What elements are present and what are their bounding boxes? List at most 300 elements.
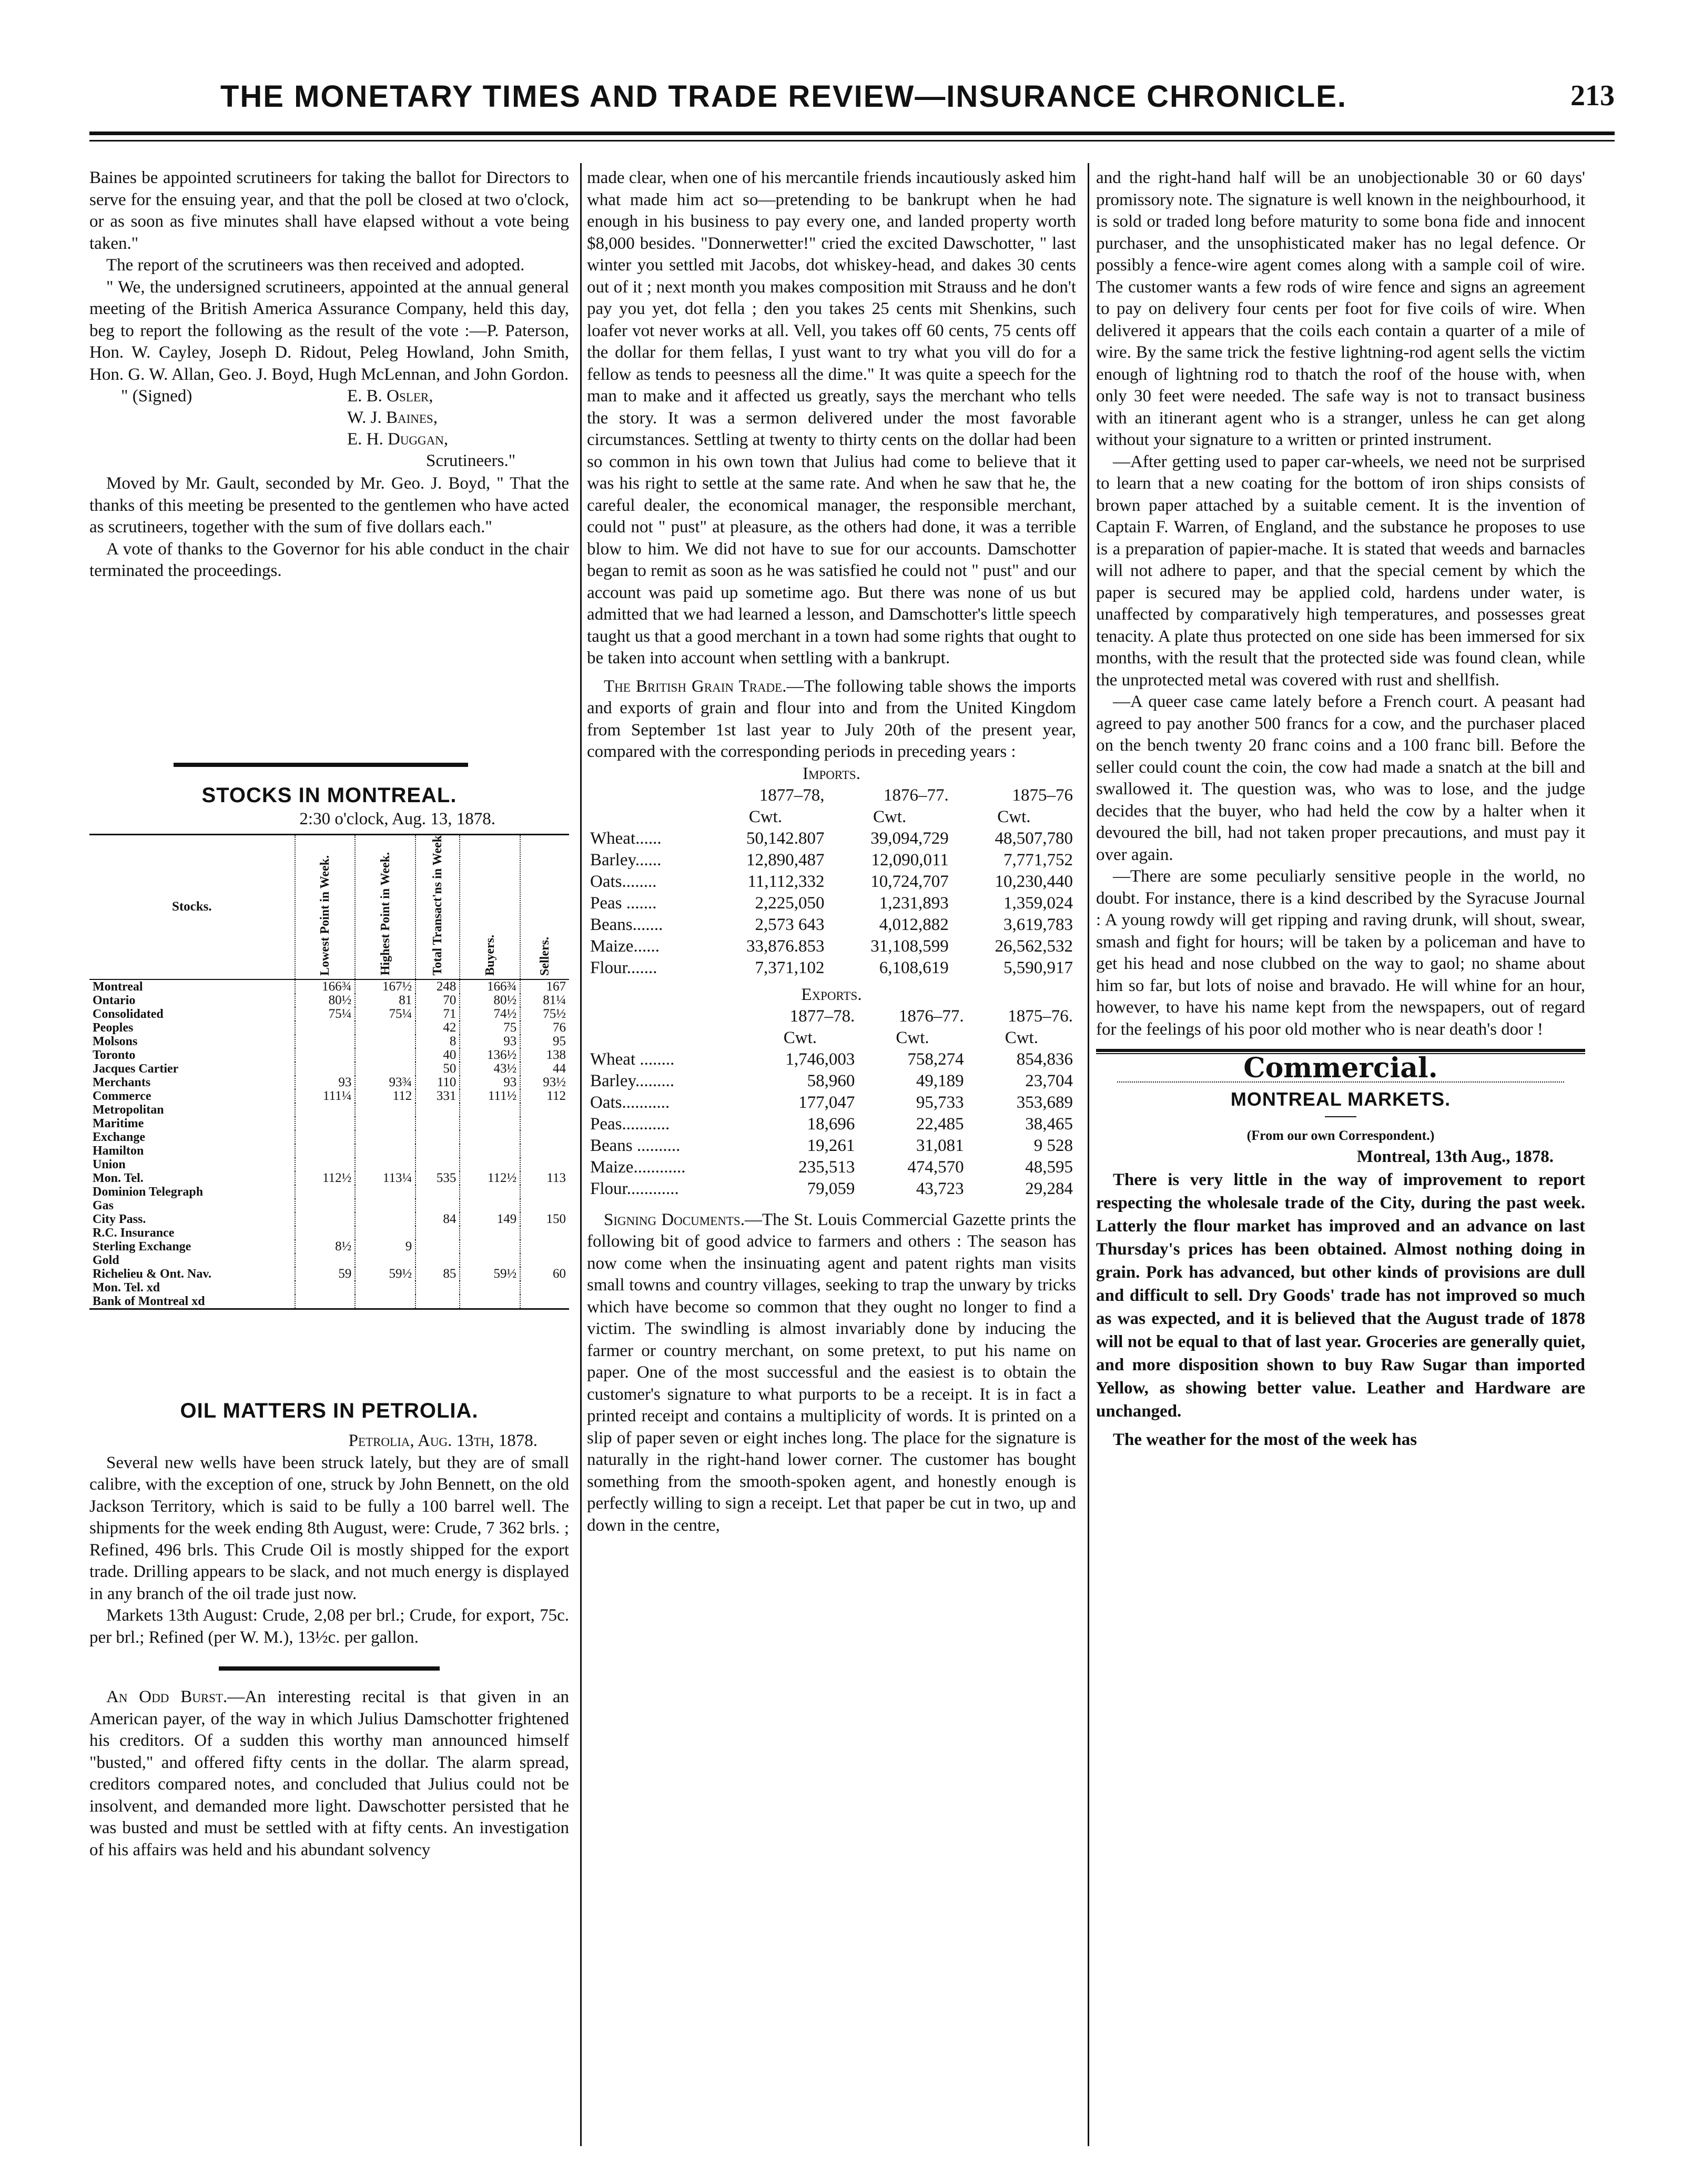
stock-value [295, 1199, 356, 1212]
exports-value: 38,465 [1025, 1114, 1073, 1134]
exports-commodity: Barley......... [590, 1071, 675, 1090]
stock-value [415, 1281, 460, 1295]
stocks-header-sellers: Sellers. [538, 936, 552, 976]
stock-value: 75 [460, 1021, 520, 1035]
stock-value [355, 1021, 415, 1035]
imports-value: 31,108,599 [870, 936, 949, 956]
stock-value: 112 [355, 1089, 415, 1103]
signature-baines: W. J. Baines, [347, 408, 438, 427]
stock-value [295, 1158, 356, 1171]
imports-commodity: Wheat...... [590, 828, 662, 848]
signature-duggan: E. H. Duggan, [347, 430, 449, 449]
stock-value: 9 [355, 1240, 415, 1253]
imports-value: 10,230,440 [995, 872, 1073, 891]
stocks-row [89, 1076, 569, 1089]
imports-value: 11,112,332 [747, 872, 825, 891]
stock-value: 93 [295, 1076, 356, 1089]
signature-scrutineers: Scrutineers." [426, 451, 516, 470]
imports-value: 7,771,752 [1003, 850, 1073, 869]
stock-value [355, 1158, 415, 1171]
stock-name: Peoples [93, 1020, 134, 1035]
markets-title: MONTREAL MARKETS. [1230, 1088, 1451, 1110]
stock-value: 166¾ [460, 979, 520, 994]
exports-commodity: Maize............ [590, 1157, 686, 1177]
sensitive-people-paragraph: —There are some peculiarly sensitive people in the world, no doubt. For instance, there is a kind described by the Syracuse Journal : A young rowdy will get ripping and raving drunk, will shout, swear, smash and fight for hours; will be taken by a policeman and have to get his head and nose clubbed on the way to gaol; no shame about him so far, but lots of noise and bravado. He will whine for an hour, however, to have his name kept from the newspapers, out of regard for the feelings of his poor old mother who is near death's door ! [1096, 867, 1585, 1039]
column-divider-2 [1088, 163, 1089, 2146]
stock-value: 84 [415, 1212, 460, 1226]
imports-unit-2: Cwt. [873, 807, 907, 826]
stock-value [295, 1212, 356, 1226]
imports-row [587, 893, 1076, 914]
stocks-row [89, 1267, 569, 1281]
grain-trade-paragraph [587, 676, 1076, 763]
exports-commodity: Peas........... [590, 1114, 670, 1134]
stock-value: 331 [415, 1089, 460, 1103]
odd-burst-text: —An interesting recital is that given in an American payer, of the way in which Julius Damschotter frightened his creditors. Of a sudden this worthy man announced himself "busted," and offered fifty cents in the dollar. The alarm spread, creditors compared notes, and concluded that Julius could not be insolvent, and demanded more light. Dawschotter persisted that he was busted and must be settled with at fifty cents. An investigation of his affairs was held and his abundant solvency [89, 1687, 570, 1859]
exports-value: 177,047 [798, 1093, 855, 1112]
stock-value: 113¼ [355, 1171, 415, 1185]
exports-value: 19,261 [807, 1136, 855, 1155]
stock-value [460, 1226, 520, 1240]
stock-value [295, 1048, 356, 1062]
imports-value: 6,108,619 [879, 958, 949, 977]
stock-name: Consolidated [93, 1007, 164, 1021]
stock-value: 40 [415, 1048, 460, 1062]
stock-name: Molsons [93, 1034, 138, 1048]
stocks-row [89, 994, 569, 1007]
exports-value: 79,059 [807, 1179, 855, 1198]
exports-value: 474,570 [907, 1157, 964, 1177]
exports-value: 48,595 [1025, 1157, 1073, 1177]
oil-rule [219, 1666, 440, 1671]
stock-value [415, 1103, 460, 1117]
stock-value [355, 1117, 415, 1130]
exports-value: 95,733 [916, 1093, 964, 1112]
imports-row [587, 828, 1076, 850]
markets-paragraph-1: There is very little in the way of improvement to report respecting the wholesale trade of the City, during the past week. Latterly the flour market has improved and an advance on last Thursday's prices has been obtained. Almost nothing doing in grain. Pork has advanced, but other kinds of provisions are dull and difficult to sell. Dry Goods' trade has not improved so much as was expected, and it is believed that the August trade of 1878 will not be equal to that of last year. Groceries are generally quiet, and more disposition shown to buy Raw Sugar than imported Yellow, as showing better value. Leather and Hardware are unchanged. [1096, 1170, 1585, 1421]
stocks-row [89, 1089, 569, 1103]
stock-value [415, 1158, 460, 1171]
stocks-row [89, 1130, 569, 1144]
stock-value: 43½ [460, 1062, 520, 1076]
stock-value: 76 [520, 1021, 569, 1035]
exports-year-2: 1876–77. [898, 1006, 964, 1026]
masthead-title: THE MONETARY TIMES AND TRADE REVIEW—INSURANCE CHRONICLE. [220, 79, 1347, 114]
imports-value: 33,876.853 [746, 936, 825, 956]
stock-value [460, 1185, 520, 1199]
stock-value [520, 1117, 569, 1130]
stock-name: Metropolitan [93, 1103, 164, 1117]
stock-value [355, 1062, 415, 1076]
stock-value [460, 1144, 520, 1158]
column-2 [587, 167, 1076, 1536]
exports-unit-3: Cwt. [1005, 1028, 1038, 1047]
stock-value [295, 1103, 356, 1117]
column-1 [89, 167, 569, 582]
stock-value [520, 1226, 569, 1240]
markets-rule [1325, 1116, 1356, 1117]
stock-value [295, 1062, 356, 1076]
oil-dateline: Petrolia, Aug. 13th, 1878. [348, 1431, 538, 1450]
exports-year-1: 1877–78. [789, 1006, 855, 1026]
stock-value: 112½ [295, 1171, 356, 1185]
stock-value [520, 1144, 569, 1158]
stock-value [355, 1048, 415, 1062]
stock-value: 50 [415, 1062, 460, 1076]
stock-value [355, 1212, 415, 1226]
stock-value: 93¾ [355, 1076, 415, 1089]
stock-value: 75½ [520, 1007, 569, 1021]
stock-value [415, 1295, 460, 1308]
stocks-header-lowest: Lowest Point in Week. [318, 855, 332, 976]
stock-name: Mon. Tel. [93, 1171, 144, 1185]
stocks-row [89, 1253, 569, 1267]
stock-value [415, 1226, 460, 1240]
stock-value: 110 [415, 1076, 460, 1089]
exports-value: 854,836 [1016, 1049, 1073, 1069]
stock-value: 59½ [355, 1267, 415, 1281]
imports-value: 7,371,102 [755, 958, 825, 977]
stock-name: Merchants [93, 1075, 151, 1089]
stock-value: 112 [520, 1089, 569, 1103]
exports-value: 23,704 [1025, 1071, 1073, 1090]
page-number: 213 [1570, 79, 1615, 112]
scrutineers-paragraph: Baines be appointed scrutineers for taking the ballot for Directors to serve for the ensuing year, and that the poll be closed at two o'clock, or as soon as five minutes shall have elapsed without a vote being taken." [89, 168, 569, 253]
stock-name: Mon. Tel. xd [93, 1280, 160, 1295]
stock-value [295, 1144, 356, 1158]
stock-name: Bank of Montreal xd [93, 1294, 205, 1308]
exports-value: 235,513 [798, 1157, 855, 1177]
exports-row [587, 1157, 1076, 1178]
imports-value: 39,094,729 [870, 828, 949, 848]
markets-paragraph-2: The weather for the most of the week has [1113, 1430, 1417, 1449]
stock-value [295, 1281, 356, 1295]
exports-year-3: 1875–76. [1008, 1006, 1073, 1026]
imports-value: 10,724,707 [870, 872, 949, 891]
exports-value: 58,960 [807, 1071, 855, 1090]
imports-row [587, 957, 1076, 979]
stocks-row [89, 1103, 569, 1117]
imports-year-1: 1877–78, [759, 785, 825, 805]
exports-value: 9 528 [1033, 1136, 1073, 1155]
stock-value [520, 1240, 569, 1253]
stock-value [520, 1103, 569, 1117]
stocks-row [89, 1226, 569, 1240]
stock-name: Toronto [93, 1048, 136, 1062]
stock-value: 70 [415, 994, 460, 1007]
imports-value: 1,231,893 [879, 893, 949, 913]
imports-commodity: Maize...... [590, 936, 660, 956]
stock-value [520, 1295, 569, 1308]
paper-coating-paragraph: —After getting used to paper car-wheels, we need not be surprised to learn that a new coating for the bottom of iron ships consists of brown paper attached by a suitable cement. It is the invention of Captain F. Warren, of England, and the substance he proposes to use is a preparation of papier-mache. It is stated that weeds and barnacles will not adhere to paper, and that the special cement by which the paper is secured may be applied cold, hardens under water, is unaffected by comparatively high temperatures, and possesses great tenacity. A plate thus protected on one side has been immersed for six months, with the result that the protected side was found clean, while the unprotected metal was covered with rust and shellfish. [1096, 452, 1585, 690]
stock-value: 93½ [520, 1076, 569, 1089]
stock-value: 81 [355, 994, 415, 1007]
exports-commodity: Beans .......... [590, 1136, 681, 1155]
exports-unit-2: Cwt. [896, 1028, 929, 1047]
stocks-table [89, 835, 569, 1308]
imports-unit-3: Cwt. [997, 807, 1031, 826]
stock-name: Union [93, 1157, 126, 1171]
stocks-table-frame [89, 834, 569, 1310]
stock-value [355, 1253, 415, 1267]
stock-value [520, 1199, 569, 1212]
imports-value: 2,225,050 [755, 893, 825, 913]
signing-documents-lead: Signing Documents. [604, 1210, 745, 1229]
imports-unit-1: Cwt. [748, 807, 783, 826]
markets-dateline: Montreal, 13th Aug., 1878. [1356, 1147, 1554, 1166]
exports-commodity: Flour............ [590, 1179, 679, 1198]
stocks-section [89, 784, 569, 1310]
odd-burst-paragraph [89, 1686, 569, 1861]
imports-row [587, 871, 1076, 893]
stock-name: Sterling Exchange [93, 1239, 191, 1253]
signed-label: " (Signed) [121, 387, 192, 406]
stock-name: Maritime [93, 1116, 144, 1130]
stock-value [295, 1253, 356, 1267]
stock-value [355, 1199, 415, 1212]
stock-value [460, 1103, 520, 1117]
stock-value: 138 [520, 1048, 569, 1062]
stock-value [520, 1281, 569, 1295]
exports-unit-1: Cwt. [783, 1028, 817, 1047]
stock-name: Exchange [93, 1130, 146, 1144]
exports-value: 49,189 [916, 1071, 964, 1090]
stocks-subtitle: 2:30 o'clock, Aug. 13, 1878. [299, 810, 495, 828]
stocks-row [89, 1281, 569, 1295]
imports-value: 2,573 643 [755, 915, 825, 934]
exports-row [587, 1178, 1076, 1200]
stock-value: 111½ [460, 1089, 520, 1103]
oil-paragraph-1: Several new wells have been struck lately, but they are of small calibre, with the exception of one, struck by John Bennett, on the old Jackson Territory, which is said to be fully a 100 barrel well. The shipments for the week ending 8th August, were: Crude, 7 362 brls. ; Refined, 496 brls. This Crude Oil is mostly shipped for the export trade. Drilling appears to be slack, and not much energy is displayed in any branch of the oil trade just now. [89, 1453, 569, 1603]
stock-value: 248 [415, 979, 460, 994]
stock-name: Dominion Telegraph [93, 1185, 204, 1199]
grain-exports-table [587, 1006, 1076, 1200]
stock-value: 112½ [460, 1171, 520, 1185]
stock-name: R.C. Insurance [93, 1226, 175, 1240]
exports-row [587, 1070, 1076, 1092]
exports-row [587, 1049, 1076, 1070]
exports-value: 29,284 [1025, 1179, 1073, 1198]
stock-value [460, 1130, 520, 1144]
imports-commodity: Peas ....... [590, 893, 657, 913]
stock-value [415, 1130, 460, 1144]
stocks-row [89, 1117, 569, 1130]
stocks-row [89, 1035, 569, 1048]
stock-value [460, 1199, 520, 1212]
exports-title: Exports. [801, 985, 862, 1004]
stock-value [295, 1035, 356, 1048]
stock-value: 80½ [460, 994, 520, 1007]
stock-value: 136½ [460, 1048, 520, 1062]
stocks-row [89, 1240, 569, 1253]
stock-value [355, 1185, 415, 1199]
stock-value [415, 1199, 460, 1212]
stock-name: Gold [93, 1253, 119, 1267]
odd-burst-lead: An Odd Burst. [106, 1687, 228, 1706]
page-header [89, 79, 1615, 121]
grain-trade-text: —The following table shows the imports and exports of grain and flour into and from the United Kingdom from September 1st last year to July 20th of the present year, compared with the corresponding periods in preceding years : [587, 676, 1076, 761]
stock-value: 167½ [355, 979, 415, 994]
section-rule [174, 763, 468, 767]
stock-value: 166¾ [295, 979, 356, 994]
scrutineers-report-quote: " We, the undersigned scrutineers, appointed at the annual general meeting of the British America Assurance Company, held this day, beg to report the following as the result of the vote :—P. Paterson, Hon. W. Cayley, Joseph D. Ridout, Peleg Howland, John Smith, Hon. G. W. Allan, Geo. J. Boyd, Hugh McLennan, and John Gordon. [89, 277, 569, 384]
stock-value: 42 [415, 1021, 460, 1035]
stock-value [415, 1253, 460, 1267]
stock-value [355, 1281, 415, 1295]
imports-row [587, 936, 1076, 957]
stock-value: 75¼ [355, 1007, 415, 1021]
stock-name: Ontario [93, 993, 136, 1007]
stock-value [295, 1226, 356, 1240]
imports-value: 12,090,011 [871, 850, 949, 869]
stock-value [460, 1281, 520, 1295]
header-rule-thin [89, 140, 1615, 141]
vote-of-thanks-paragraph: A vote of thanks to the Governor for his able conduct in the chair terminated the proceedings. [89, 539, 569, 580]
imports-value: 26,562,532 [995, 936, 1073, 956]
imports-commodity: Barley...... [590, 850, 662, 869]
imports-value: 50,142.807 [746, 828, 825, 848]
imports-year-2: 1876–77. [884, 785, 949, 805]
stock-value [415, 1240, 460, 1253]
imports-row [587, 850, 1076, 871]
exports-value: 758,274 [907, 1049, 964, 1069]
imports-value: 5,590,917 [1003, 958, 1073, 977]
imports-value: 1,359,024 [1003, 893, 1073, 913]
header-rule-thick [89, 132, 1615, 135]
damschotter-paragraph: made clear, when one of his mercantile friends incautiously asked him what made him act so—pretending to be bankrupt when he had enough in his business to pay every one, and landed property worth $8,000 besides. "Donnerwetter!" cried the excited Dawschotter, " last winter you settled mit Jacobs, dot whiskey-head, and dakes 30 cents out of it ; next month you makes composition mit Strauss and he don't pay you yet, dot fella ; den you takes 25 cents mit Shenkins, such loafer vot never works at all. Vell, you takes off 60 cents, 75 cents off the dollar for them fellas, I yust want to try what you vill do for a fellow as tends to peesness all the dime." It was quite a speech for the man to make and it affected us greatly, says the merchant who tells the story. It was a sermon delivered under the most favorable circumstances. Settling at twenty to thirty cents on the dollar had been so common in his own town that Julius had come to believe that it was his right to settle at the same rate. And when he saw that he, the careful dealer, the economical manager, the responsible merchant, could not " pust" at pleasure, as the others had done, it was a terrible blow to him. We did not have to sue for our accounts. Damschotter began to remit as soon as he was satisfied he could not " pust" and our account was paid up sometime ago. But there was none of us but admitted that we had learned a lesson, and Damschotter's little speech taught us that a good merchant in a town had some rights that ought to be taken into account when settling with a bankrupt. [587, 168, 1076, 668]
stock-value [355, 1295, 415, 1308]
stock-name: Gas [93, 1198, 114, 1212]
stock-value [355, 1144, 415, 1158]
exports-value: 353,689 [1016, 1093, 1073, 1112]
commercial-heading: Commercial. [1243, 1052, 1438, 1084]
oil-paragraph-2: Markets 13th August: Crude, 2,08 per brl.; Crude, for export, 75c. per brl.; Refined (per W. M.), 13½c. per gallon. [89, 1606, 569, 1647]
imports-value: 12,890,487 [746, 850, 825, 869]
stocks-row [89, 1144, 569, 1158]
stock-value: 75¼ [295, 1007, 356, 1021]
stock-value [460, 1253, 520, 1267]
stocks-row [89, 1048, 569, 1062]
column-divider-1 [580, 163, 582, 2146]
stocks-row [89, 979, 569, 994]
stock-value: 93 [460, 1035, 520, 1048]
stock-name: City Pass. [93, 1212, 146, 1226]
stock-value: 59½ [460, 1267, 520, 1281]
stock-value: 95 [520, 1035, 569, 1048]
imports-title: Imports. [803, 764, 860, 783]
stock-value [355, 1130, 415, 1144]
stock-value [520, 1185, 569, 1199]
report-paragraph: The report of the scrutineers was then received and adopted. [106, 256, 525, 275]
stock-name: Richelieu & Ont. Nav. [93, 1267, 211, 1281]
stock-value: 59 [295, 1267, 356, 1281]
stock-value [355, 1226, 415, 1240]
stock-value: 71 [415, 1007, 460, 1021]
stock-value [520, 1253, 569, 1267]
correspondent-note: (From our own Correspondent.) [1246, 1127, 1435, 1143]
grain-trade-lead: The British Grain Trade. [604, 676, 787, 696]
stocks-header-buyers: Buyers. [483, 934, 497, 976]
stock-value [295, 1295, 356, 1308]
stocks-row [89, 1158, 569, 1171]
exports-commodity: Wheat ........ [590, 1049, 675, 1069]
imports-commodity: Oats........ [590, 872, 657, 891]
stocks-title: STOCKS IN MONTREAL. [201, 784, 457, 807]
stock-value [295, 1021, 356, 1035]
exports-value: 22,485 [916, 1114, 964, 1134]
column-3 [1096, 167, 1585, 1451]
stocks-header-total: Total Transact'ns in Week [431, 835, 445, 976]
stock-value [355, 1035, 415, 1048]
stock-value: 150 [520, 1212, 569, 1226]
imports-value: 4,012,882 [879, 915, 949, 934]
stock-value [460, 1295, 520, 1308]
stock-value [415, 1144, 460, 1158]
stocks-row [89, 1185, 569, 1199]
stock-value: 111¼ [295, 1089, 356, 1103]
stock-name: Commerce [93, 1089, 151, 1103]
stock-value: 93 [460, 1076, 520, 1089]
promissory-note-paragraph: and the right-hand half will be an unobjectionable 30 or 60 days' promissory note. The signature is well known in the neighbourhood, it is sold or traded long before maturity to some bona fide and innocent purchaser, and the unsophisticated maker has no legal defence. Or possibly a fence-wire agent comes along with a sample coil of wire. The customer wants a few rods of wire fence and signs an agreement to pay on delivery four cents per foot for five coils of wire. When delivered it appears that the coils each contain a quarter of a mile of wire. By the same trick the festive lightning-rod agent sells the victim enough of lightning rod to thatch the roof of the house with, when only 30 feet were needed. The safe way is not to transact business with an itinerant agent who is a stranger, unless he can get along without your signature to a written or printed instrument. [1096, 168, 1585, 449]
stock-value: 535 [415, 1171, 460, 1185]
stock-value [295, 1185, 356, 1199]
signing-documents-paragraph [587, 1209, 1076, 1537]
stock-value [355, 1103, 415, 1117]
stock-value: 8 [415, 1035, 460, 1048]
stock-value [520, 1158, 569, 1171]
stock-value [415, 1117, 460, 1130]
imports-commodity: Beans....... [590, 915, 663, 934]
stock-value: 8½ [295, 1240, 356, 1253]
stock-value [295, 1117, 356, 1130]
stock-name: Hamilton [93, 1144, 144, 1158]
exports-value: 43,723 [916, 1179, 964, 1198]
stock-value: 74½ [460, 1007, 520, 1021]
stocks-row [89, 1199, 569, 1212]
stock-value [460, 1117, 520, 1130]
stocks-header-name: Stocks. [171, 899, 212, 914]
stocks-header-highest: Highest Point in Week. [378, 852, 392, 976]
stocks-row [89, 1171, 569, 1185]
signing-documents-text: —The St. Louis Commercial Gazette prints the following bit of good advice to farmers and others : The season has now come when the insinuating agent and patent rights man visits small towns and country villages, seeking to trap the unwary by tricks which have become so common that they ought no longer to find a victim. The swindling is almost invariably done by inducing the farmer or country merchant, on some pretext, to put his name on paper. One of the most successful and the easiest is to obtain the customer's signature to what purports to be a receipt. It is in fact a printed receipt and contains a multiplicity of words. It is printed on a slip of paper seven or eight inches long. The place for the signature is naturally in the right-hand lower corner. The customer has bought something from the smooth-spoken agent, and honestly enough is perfectly willing to sign a receipt. Let that paper be cut in two, up and down in the centre, [587, 1210, 1076, 1535]
stock-value: 85 [415, 1267, 460, 1281]
stocks-row [89, 1212, 569, 1226]
signatures-block [89, 386, 569, 473]
stock-name: Jacques Cartier [93, 1061, 179, 1076]
stock-value: 113 [520, 1171, 569, 1185]
stock-value [295, 1130, 356, 1144]
stocks-row [89, 1021, 569, 1035]
stock-value: 81¼ [520, 994, 569, 1007]
stocks-row [89, 1295, 569, 1308]
oil-title: OIL MATTERS IN PETROLIA. [180, 1399, 479, 1422]
stock-value [460, 1240, 520, 1253]
exports-value: 18,696 [807, 1114, 855, 1134]
stock-value [520, 1130, 569, 1144]
signature-osler: E. B. Osler, [347, 387, 433, 406]
stock-value: 60 [520, 1267, 569, 1281]
stock-value [460, 1158, 520, 1171]
exports-row [587, 1092, 1076, 1114]
oil-section [89, 1397, 569, 1861]
exports-row [587, 1114, 1076, 1135]
exports-commodity: Oats........... [590, 1093, 670, 1112]
stocks-row [89, 1007, 569, 1021]
imports-commodity: Flour....... [590, 958, 657, 977]
motion-paragraph: Moved by Mr. Gault, seconded by Mr. Geo. J. Boyd, " That the thanks of this meeting be presented to the gentlemen who have acted as scrutineers, together with the sum of five dollars each." [89, 474, 569, 537]
stock-name: Montreal [93, 979, 143, 994]
stock-value [415, 1185, 460, 1199]
